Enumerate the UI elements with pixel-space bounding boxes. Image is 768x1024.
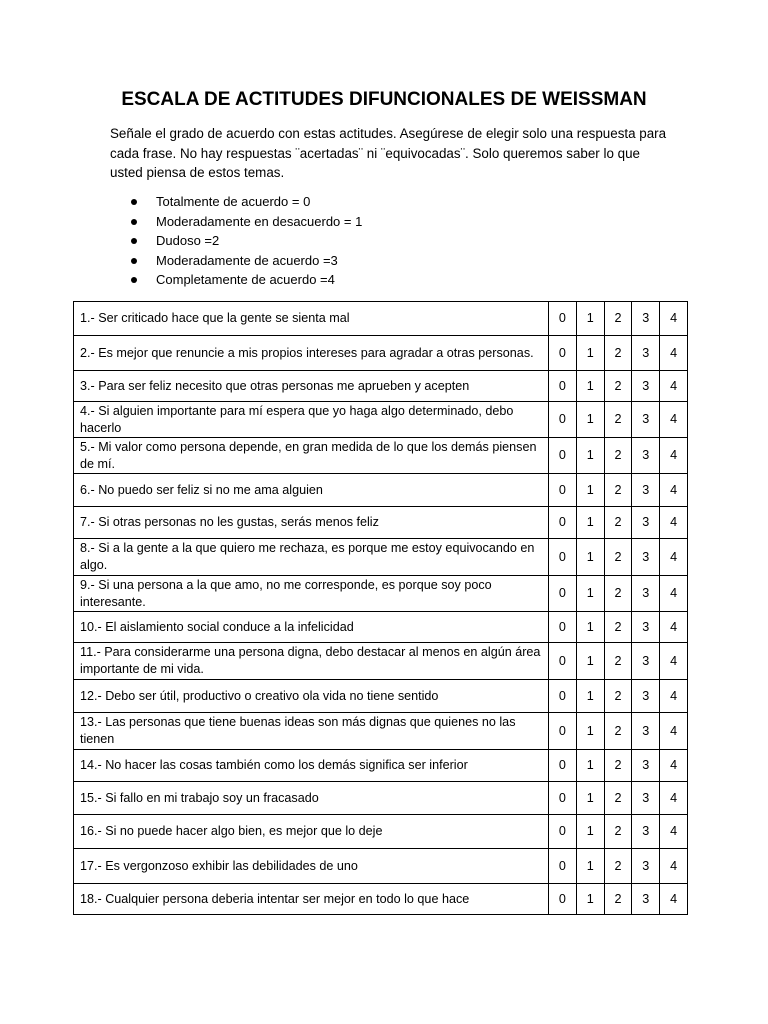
item-statement: 2.- Es mejor que renuncie a mis propios intereses para agradar a otras personas. [74, 336, 549, 371]
response-option-3[interactable]: 3 [632, 576, 660, 612]
response-option-1[interactable]: 1 [576, 884, 604, 915]
item-statement: 8.- Si a la gente a la que quiero me rechaza, es porque me estoy equivocando en algo. [74, 539, 549, 576]
response-option-0[interactable]: 0 [549, 713, 577, 750]
questionnaire-row [74, 507, 688, 539]
item-statement: 11.- Para considerarme una persona digna, debo destacar al menos en algún área importante de mi vida. [74, 643, 549, 680]
response-option-2[interactable]: 2 [604, 643, 632, 680]
questionnaire-row [74, 336, 688, 371]
questionnaire-row [74, 849, 688, 884]
response-option-4[interactable]: 4 [660, 815, 688, 849]
response-option-4[interactable]: 4 [660, 612, 688, 643]
response-option-2[interactable]: 2 [604, 371, 632, 402]
response-option-1[interactable]: 1 [576, 576, 604, 612]
response-option-1[interactable]: 1 [576, 371, 604, 402]
response-option-1[interactable]: 1 [576, 474, 604, 507]
questionnaire-row [74, 815, 688, 849]
response-option-2[interactable]: 2 [604, 849, 632, 884]
response-option-3[interactable]: 3 [632, 507, 660, 539]
questionnaire-row [74, 302, 688, 336]
scale-legend-item: Totalmente de acuerdo = 0 [130, 192, 362, 212]
response-option-4[interactable]: 4 [660, 643, 688, 680]
response-option-4[interactable]: 4 [660, 371, 688, 402]
response-option-3[interactable]: 3 [632, 643, 660, 680]
response-option-2[interactable]: 2 [604, 539, 632, 576]
item-statement: 17.- Es vergonzoso exhibir las debilidades de uno [74, 849, 549, 884]
item-statement: 9.- Si una persona a la que amo, no me corresponde, es porque soy poco interesante. [74, 576, 549, 612]
response-option-3[interactable]: 3 [632, 438, 660, 474]
response-option-2[interactable]: 2 [604, 750, 632, 782]
item-statement: 1.- Ser criticado hace que la gente se sienta mal [74, 302, 549, 336]
response-option-3[interactable]: 3 [632, 302, 660, 336]
questionnaire-row [74, 643, 688, 680]
response-option-4[interactable]: 4 [660, 336, 688, 371]
response-option-2[interactable]: 2 [604, 884, 632, 915]
response-option-0[interactable]: 0 [549, 782, 577, 815]
response-option-4[interactable]: 4 [660, 474, 688, 507]
item-statement: 15.- Si fallo en mi trabajo soy un fracasado [74, 782, 549, 815]
response-option-2[interactable]: 2 [604, 680, 632, 713]
item-statement: 5.- Mi valor como persona depende, en gran medida de lo que los demás piensen de mí. [74, 438, 549, 474]
item-statement: 4.- Si alguien importante para mí espera que yo haga algo determinado, debo hacerlo [74, 402, 549, 438]
response-option-4[interactable]: 4 [660, 302, 688, 336]
response-option-1[interactable]: 1 [576, 612, 604, 643]
questionnaire-row [74, 680, 688, 713]
response-option-3[interactable]: 3 [632, 539, 660, 576]
response-option-2[interactable]: 2 [604, 474, 632, 507]
response-option-2[interactable]: 2 [604, 782, 632, 815]
response-option-4[interactable]: 4 [660, 713, 688, 750]
response-option-0[interactable]: 0 [549, 402, 577, 438]
scale-legend-item: Dudoso =2 [130, 231, 362, 251]
item-statement: 3.- Para ser feliz necesito que otras personas me aprueben y acepten [74, 371, 549, 402]
questionnaire-row [74, 576, 688, 612]
response-option-0[interactable]: 0 [549, 438, 577, 474]
response-option-3[interactable]: 3 [632, 849, 660, 884]
questionnaire-row [74, 750, 688, 782]
response-option-4[interactable]: 4 [660, 782, 688, 815]
response-option-0[interactable]: 0 [549, 507, 577, 539]
response-option-3[interactable]: 3 [632, 782, 660, 815]
response-option-0[interactable]: 0 [549, 612, 577, 643]
scale-legend-list [130, 192, 362, 290]
response-option-4[interactable]: 4 [660, 750, 688, 782]
questionnaire-row [74, 612, 688, 643]
response-option-2[interactable]: 2 [604, 438, 632, 474]
response-option-1[interactable]: 1 [576, 402, 604, 438]
scale-legend-item: Moderadamente en desacuerdo = 1 [130, 212, 362, 232]
response-option-1[interactable]: 1 [576, 539, 604, 576]
questionnaire-rows [74, 302, 688, 915]
response-option-3[interactable]: 3 [632, 402, 660, 438]
response-option-0[interactable]: 0 [549, 302, 577, 336]
response-option-3[interactable]: 3 [632, 680, 660, 713]
response-option-0[interactable]: 0 [549, 680, 577, 713]
item-statement: 7.- Si otras personas no les gustas, serás menos feliz [74, 507, 549, 539]
response-option-4[interactable]: 4 [660, 539, 688, 576]
response-option-0[interactable]: 0 [549, 539, 577, 576]
response-option-3[interactable]: 3 [632, 713, 660, 750]
response-option-0[interactable]: 0 [549, 884, 577, 915]
questionnaire-row [74, 438, 688, 474]
response-option-2[interactable]: 2 [604, 713, 632, 750]
response-option-0[interactable]: 0 [549, 474, 577, 507]
response-option-4[interactable]: 4 [660, 576, 688, 612]
item-statement: 14.- No hacer las cosas también como los demás significa ser inferior [74, 750, 549, 782]
scale-legend-item: Moderadamente de acuerdo =3 [130, 251, 362, 271]
response-option-2[interactable]: 2 [604, 815, 632, 849]
item-statement: 16.- Si no puede hacer algo bien, es mejor que lo deje [74, 815, 549, 849]
response-option-0[interactable]: 0 [549, 643, 577, 680]
response-option-2[interactable]: 2 [604, 507, 632, 539]
response-option-2[interactable]: 2 [604, 402, 632, 438]
response-option-2[interactable]: 2 [604, 612, 632, 643]
response-option-1[interactable]: 1 [576, 713, 604, 750]
response-option-0[interactable]: 0 [549, 371, 577, 402]
response-option-1[interactable]: 1 [576, 849, 604, 884]
item-statement: 13.- Las personas que tiene buenas ideas son más dignas que quienes no las tienen [74, 713, 549, 750]
item-statement: 12.- Debo ser útil, productivo o creativo ola vida no tiene sentido [74, 680, 549, 713]
questionnaire-row [74, 474, 688, 507]
response-option-1[interactable]: 1 [576, 750, 604, 782]
response-option-1[interactable]: 1 [576, 782, 604, 815]
response-option-4[interactable]: 4 [660, 507, 688, 539]
response-option-0[interactable]: 0 [549, 576, 577, 612]
item-statement: 10.- El aislamiento social conduce a la infelicidad [74, 612, 549, 643]
response-option-0[interactable]: 0 [549, 815, 577, 849]
response-option-3[interactable]: 3 [632, 371, 660, 402]
response-option-4[interactable]: 4 [660, 884, 688, 915]
response-option-1[interactable]: 1 [576, 643, 604, 680]
response-option-2[interactable]: 2 [604, 336, 632, 371]
response-option-1[interactable]: 1 [576, 815, 604, 849]
document-title: ESCALA DE ACTITUDES DIFUNCIONALES DE WEISSMAN [121, 89, 647, 110]
questionnaire-row [74, 884, 688, 915]
item-statement: 6.- No puedo ser feliz si no me ama alguien [74, 474, 549, 507]
response-option-4[interactable]: 4 [660, 680, 688, 713]
questionnaire-row [74, 713, 688, 750]
response-option-0[interactable]: 0 [549, 336, 577, 371]
response-option-3[interactable]: 3 [632, 474, 660, 507]
questionnaire-row [74, 782, 688, 815]
response-option-3[interactable]: 3 [632, 612, 660, 643]
questionnaire-row [74, 539, 688, 576]
response-option-2[interactable]: 2 [604, 576, 632, 612]
response-option-0[interactable]: 0 [549, 750, 577, 782]
scale-legend-item: Completamente de acuerdo =4 [130, 270, 362, 290]
response-option-3[interactable]: 3 [632, 884, 660, 915]
questionnaire-row [74, 371, 688, 402]
questionnaire-row [74, 402, 688, 438]
response-option-4[interactable]: 4 [660, 402, 688, 438]
response-option-2[interactable]: 2 [604, 302, 632, 336]
response-option-4[interactable]: 4 [660, 849, 688, 884]
response-option-1[interactable]: 1 [576, 336, 604, 371]
response-option-1[interactable]: 1 [576, 302, 604, 336]
response-option-4[interactable]: 4 [660, 438, 688, 474]
response-option-1[interactable]: 1 [576, 438, 604, 474]
response-option-3[interactable]: 3 [632, 336, 660, 371]
response-option-3[interactable]: 3 [632, 815, 660, 849]
response-option-0[interactable]: 0 [549, 849, 577, 884]
response-option-1[interactable]: 1 [576, 680, 604, 713]
questionnaire-table [73, 301, 688, 915]
instructions-paragraph: Señale el grado de acuerdo con estas actitudes. Asegúrese de elegir solo una respuesta para cada frase. No hay respuestas ¨acertadas¨ ni ¨equivocadas¨. Solo queremos saber lo que usted piensa de estos temas. [110, 126, 667, 180]
response-option-1[interactable]: 1 [576, 507, 604, 539]
item-statement: 18.- Cualquier persona deberia intentar ser mejor en todo lo que hace [74, 884, 549, 915]
response-option-3[interactable]: 3 [632, 750, 660, 782]
